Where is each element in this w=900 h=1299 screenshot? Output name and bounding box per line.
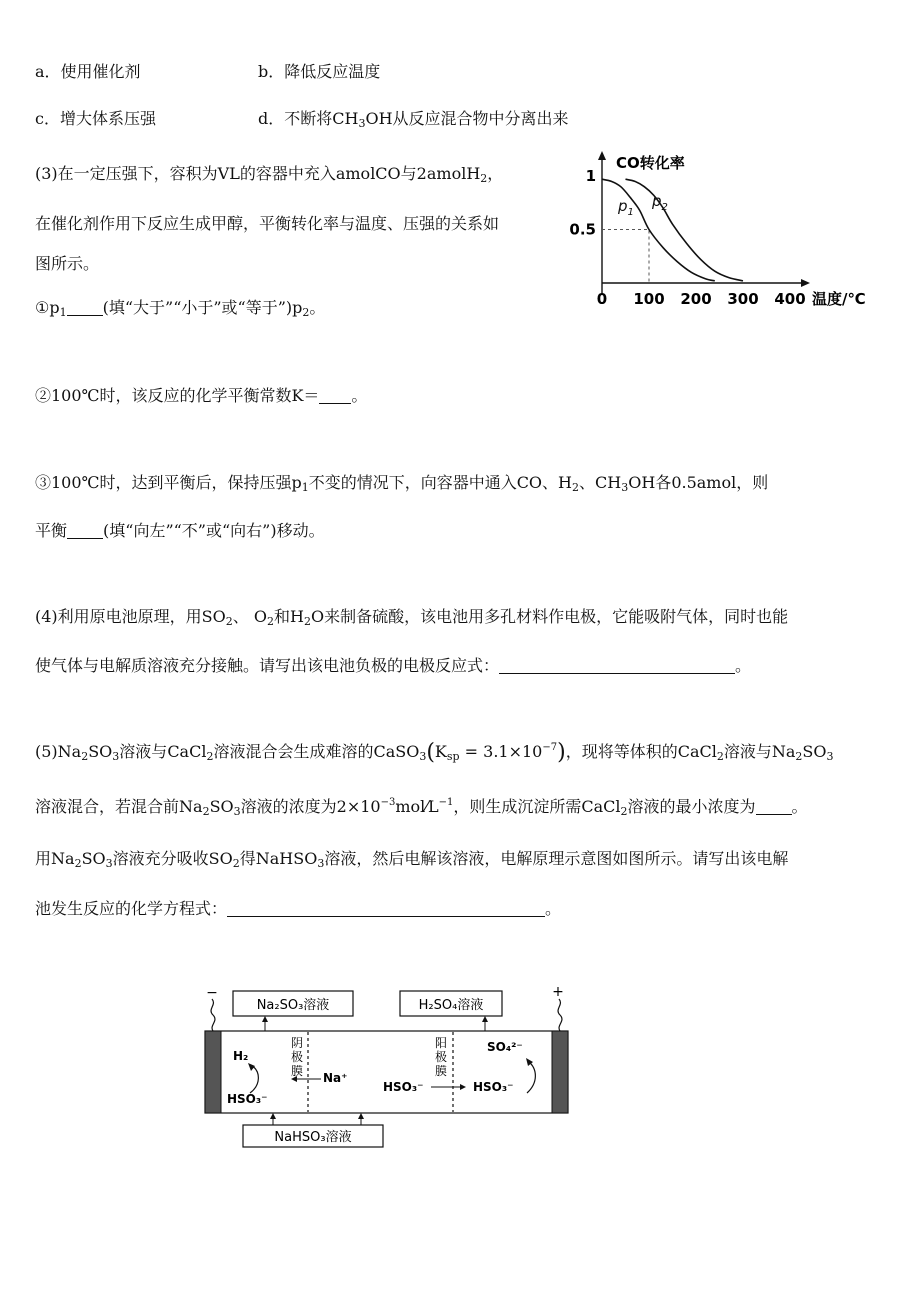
ch3oh-formula: $CH_3OH$ bbox=[595, 473, 656, 494]
cathode-wire bbox=[211, 999, 215, 1031]
x-axis-arrow bbox=[801, 279, 810, 287]
h2-label: H₂ bbox=[233, 1049, 249, 1063]
membrane-right-2: 极 bbox=[434, 1050, 448, 1064]
plus-sign: + bbox=[552, 985, 564, 1000]
series-label-p2: $p_2$ bbox=[652, 192, 668, 213]
x-axis-label: 温度/℃ bbox=[812, 290, 866, 308]
series-line-p2 bbox=[626, 179, 744, 281]
conversion-chart bbox=[560, 148, 890, 313]
hso3-left-label: HSO₃⁻ bbox=[227, 1092, 268, 1106]
hso3-right-label: HSO₃⁻ bbox=[473, 1080, 514, 1094]
x-tick-label: 100 bbox=[633, 290, 665, 308]
answer-blank[interactable] bbox=[67, 522, 103, 539]
y-axis-label: CO转化率 bbox=[616, 154, 685, 172]
q3-intro-line2: 在催化剂作用下反应生成甲醇，平衡转化率与温度、压强的关系如 bbox=[35, 214, 500, 233]
guide-line bbox=[602, 230, 649, 284]
x-tick-label: 200 bbox=[680, 290, 712, 308]
minus-sign: − bbox=[206, 985, 218, 1001]
q3-sub2: ②100℃时，该反应的化学平衡常数K＝ 。 bbox=[35, 386, 368, 405]
na-ion-label: Na⁺ bbox=[323, 1071, 348, 1085]
box-h2so4-label: H₂SO₄溶液 bbox=[418, 998, 484, 1013]
y-tick-label: 0.5 bbox=[569, 220, 596, 239]
x-tick-label: 400 bbox=[774, 290, 806, 308]
y-tick-label: 1 bbox=[585, 167, 596, 185]
option-a: a．使用催化剂 bbox=[35, 62, 141, 81]
so4-label: SO₄²⁻ bbox=[487, 1040, 523, 1054]
x-tick-label: 0 bbox=[596, 290, 608, 308]
y-axis-arrow bbox=[598, 151, 606, 160]
anode-wire bbox=[558, 999, 562, 1031]
q4-line2: 使气体与电解质溶液充分接触。请写出该电池负极的电极反应式： 。 bbox=[35, 656, 752, 675]
q4-line1: (4)利用原电池原理，用$SO_2$、 $O_2$和$H_2O$来制备硫酸，该电池用多孔材料作电极，它能吸附气体，同时也能 bbox=[35, 607, 789, 628]
q5-line2: 溶液混合，若混合前$Na_2SO_3$溶液的浓度为$2\times 10^{-3}mol⁄L^{-1}$，则生成沉淀所需CaCl$_2$溶液的最小浓度为 。 bbox=[35, 797, 808, 818]
q5-line3: 用$Na_2SO_3$溶液充分吸收$SO_2$得NaHSO$_3$溶液，然后电解该溶液，电解原理示意图如图所示。请写出该电解 bbox=[35, 849, 789, 870]
q3-sub3: ③100℃时，达到平衡后，保持压强$p_1$不变的情况下，向容器中通入CO、$H_2$、$CH_3OH$各0.5amol，则 bbox=[35, 473, 769, 494]
ch3oh-formula: $CH_3OH$ bbox=[332, 109, 393, 130]
membrane-right-3: 膜 bbox=[434, 1064, 448, 1078]
q5-line4: 池发生反应的化学方程式： 。 bbox=[35, 899, 562, 918]
anode-electrode bbox=[552, 1031, 568, 1113]
electrolysis-diagram bbox=[195, 985, 585, 1150]
membrane-left-2: 极 bbox=[290, 1050, 304, 1064]
box-nahso3-label: NaHSO₃溶液 bbox=[274, 1130, 352, 1145]
membrane-left-3: 膜 bbox=[290, 1064, 304, 1078]
hso3-mid-label: HSO₃⁻ bbox=[383, 1080, 424, 1094]
membrane-right-1: 阳 bbox=[434, 1036, 448, 1050]
x-tick-label: 300 bbox=[727, 290, 759, 308]
option-c: c．增大体系压强 bbox=[35, 109, 156, 128]
q3-intro-line1: (3)在一定压强下，容积为VL的容器中充入amolCO与2amolH$_2$， bbox=[35, 164, 504, 185]
answer-blank[interactable] bbox=[319, 387, 351, 404]
series-label-p1: $p_1$ bbox=[618, 197, 634, 218]
option-b: b．降低反应温度 bbox=[258, 62, 381, 81]
q3-sub1: $①p_1$ (填“大于”“小于”或“等于$”)p_2$。 bbox=[35, 298, 326, 319]
answer-blank[interactable] bbox=[499, 657, 735, 674]
q5-line1: $(5)Na_2SO_3$溶液与CaCl$_2$溶液混合会生成难溶的$CaSO_3(K_{sp} = 3.1\times 10^{-7})$，现将等体积的CaCl$_2$溶液与$Na_2SO_3$ bbox=[35, 740, 834, 765]
answer-blank[interactable] bbox=[67, 299, 103, 316]
q3-intro-line3: 图所示。 bbox=[35, 254, 100, 273]
membrane-left-1: 阴 bbox=[290, 1036, 304, 1050]
answer-blank[interactable] bbox=[227, 900, 545, 917]
q3-sub3-cont: 平衡 (填“向左”“不”或“向右”)移动。 bbox=[35, 521, 325, 540]
answer-blank[interactable] bbox=[756, 798, 792, 815]
option-d: d．不断将$CH_3OH$从反应混合物中分离出来 bbox=[258, 109, 569, 130]
box-na2so3-label: Na₂SO₃溶液 bbox=[256, 998, 330, 1013]
cathode-electrode bbox=[205, 1031, 221, 1113]
